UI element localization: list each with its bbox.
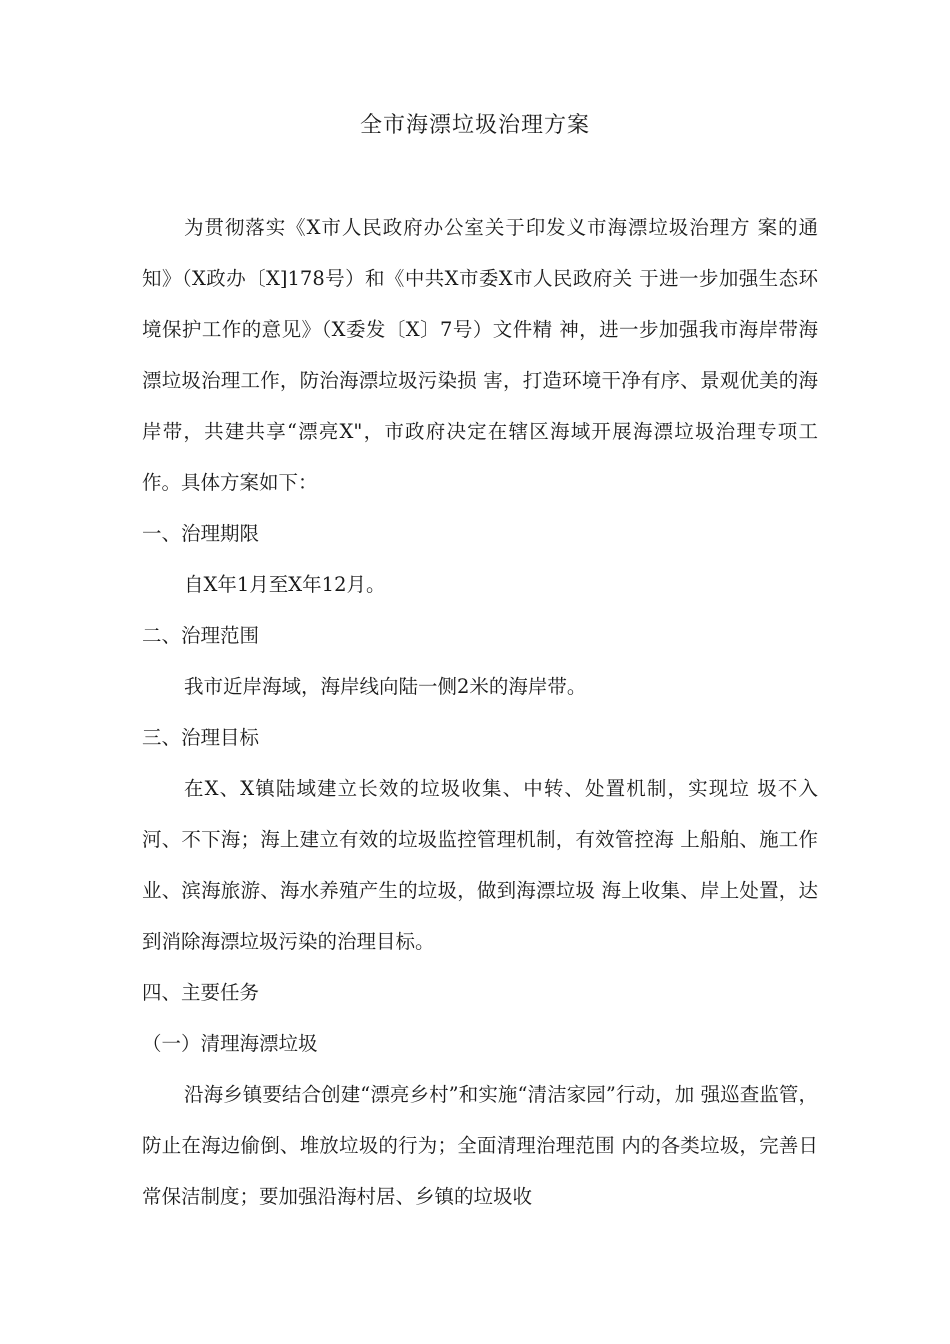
section-heading-goals: 三、治理目标 [142,726,260,749]
section-heading-period: 一、治理期限 [142,522,260,545]
document-body [142,202,818,1222]
goals-paragraph: 在X、X镇陆域建立长效的垃圾收集、中转、处置机制，实现垃 圾不入河、不下海；海上建立有效的垃圾监控管理机制，有效管控海 上船舶、施工作业、滨海旅游、海水养殖产生的垃圾，做到海漂垃圾 海上收集、岸上处置，达到消除海漂垃圾污染的治理目标。 [142,777,818,953]
cleanup-paragraph: 沿海乡镇要结合创建“漂亮乡村”和实施“清洁家园”行动，加 强巡查监管，防止在海边偷倒、堆放垃圾的行为；全面清理治理范围 内的各类垃圾，完善日常保洁制度；要加强沿海村居、乡镇的垃圾收 [142,1083,818,1208]
document-title: 全市海漂垃圾治理方案 [359,113,590,138]
period-paragraph: 自X年1月至X年12月。 [184,573,386,596]
scope-paragraph: 我市近岸海域，海岸线向陆一侧2米的海岸带。 [184,675,587,698]
section-heading-tasks: 四、主要任务 [142,981,260,1004]
section-heading-scope: 二、治理范围 [142,624,260,647]
subsection-heading-cleanup: （一）清理海漂垃圾 [142,1032,318,1055]
intro-paragraph: 为贯彻落实《X市人民政府办公室关于印发义市海漂垃圾治理方 案的通知》（X政办〔X]178号）和《中共X市委X市人民政府关 于进一步加强生态环境保护工作的意见》（X委发〔X〕7号）文件精 神，进一步加强我市海岸带海漂垃圾治理工作，防治海漂垃圾污染损 害，打造环境干净有序、景观优美的海岸带，共建共享“漂亮X"，市政府决定在辖区海域开展海漂垃圾治理专项工作。具体方案如下： [142,216,818,494]
